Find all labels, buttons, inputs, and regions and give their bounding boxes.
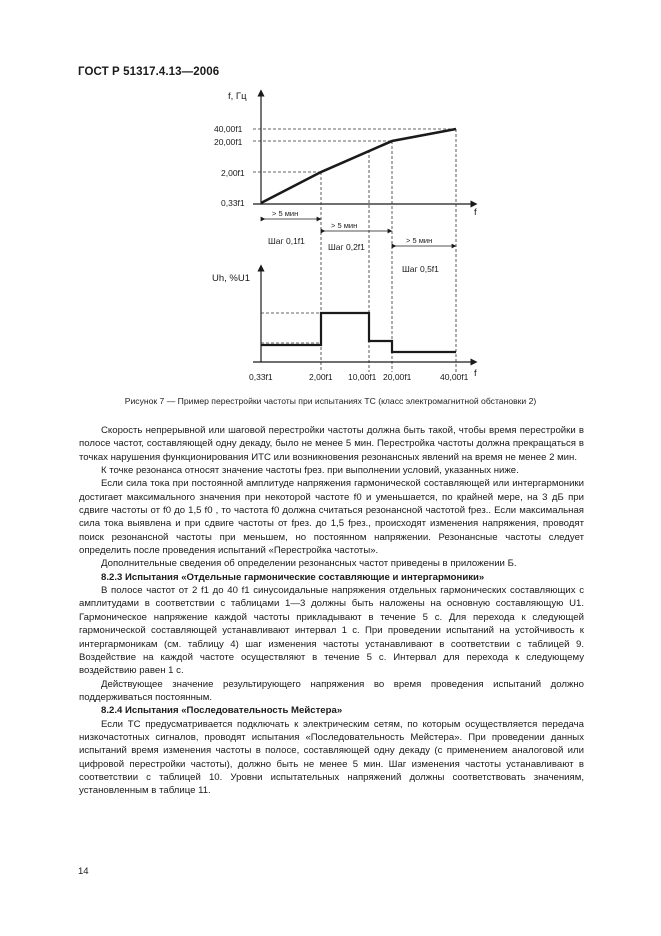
paragraph: Дополнительные сведения об определении резонансных частот приведены в приложении Б. [101,558,517,570]
section-heading: 8.2.4 Испытания «Последовательность Мейстера» [101,705,343,717]
document-header: ГОСТ Р 51317.4.13—2006 [78,66,220,78]
bottom-axis-label: Uh, %U1 [212,273,251,284]
top-y-tick: 20,00f1 [214,137,243,147]
top-axis-label: f, Гц [228,91,247,102]
bottom-x-tick: 2,00f1 [309,372,333,382]
paragraph: Скорость непрерывной или шаговой перестройки частоты должна быть такой, чтобы время перестройки в полосе частот, составляющей одну декаду, было не менее 5 мин. Перестройка частоты должна прекращаться в точках нарушения функционирования ИТС или возникновения резонансных явлений на время не менее 2 мин. [79,425,584,463]
paragraph: Если сила тока при постоянной амплитуде напряжения гармонической составляющей или интергармоники достигает максимального значения при некоторой частоте f0 и уменьшается, по крайней мере, на 3 дБ при сдвиге частоты от f0 до 1,5 f0 , то частота f0 должна считаться резонансной частотой fрез.. Если максимальная сила тока выявлена и при сдвиге частоты от fрез. до 1,5 fрез., происходят изменения напряжения, проводят поиск резонансной частоты при меньшем, но постоянном напряжении. Резонансные частоты следует определить после проведения испытаний «Перестройка частоты». [79,478,584,557]
bottom-x-tick: 20,00f1 [383,372,412,382]
top-y-tick: 2,00f1 [221,168,245,178]
paragraph: Если ТС предусматривается подключать к электрическим сетям, по которым осуществляется передача низкочастотных сигналов, проводят испытания «Последовательность Мейстера». При проведении данных испытаний время изменения частоты в полосе, составляющей одну декаду (с применением аналоговой или цифровой перестройки частоты), должно быть не менее 5 мин. Шаг изменения частоты устанавливают в соответствии с таблицей 10. Уровни испытательных напряжений должны соответствовать значениям, установленным в таблице 11. [79,718,584,797]
paragraph: В полосе частот от 2 f1 до 40 f1 синусоидальные напряжения отдельных гармонических составляющих с амплитудами в соответствии с таблицами 1—3 должны быть наложены на основную составляющую U1. Гармоническое напряжение каждой частоты прикладывают в течение 5 с. Для перехода к следующей гармонической составляющей устанавливают интервал 1 с. При проведении испытаний на устойчивость к интергармоникам (см. таблицу 4) шаг изменения частоты устанавливают в соответствии с таблицей 9. Воздействие на каждой частоте осуществляют в течение 5 с. Интервал для перехода к следующему воздействию равен 1 с. [79,585,584,677]
paragraph: К точке резонанса относят значение частоты fрез. при выполнении условий, указанных ниже. [101,465,519,477]
bottom-x-tick: 0,33f1 [249,372,273,382]
figure-caption: Рисунок 7 — Пример перестройки частоты при испытаниях ТС (класс электромагнитной обстановки 2) [124,396,537,406]
step-label: Шаг 0,1f1 [268,236,305,246]
top-x-label: f [474,207,477,218]
body-text [79,424,584,798]
section-heading: 8.2.3 Испытания «Отдельные гармонические составляющие и интергармоники» [101,571,485,583]
top-y-tick: 40,00f1 [214,124,243,134]
frequency-sweep-figure [0,0,661,400]
duration-label: > 5 мин [406,236,433,245]
frequency-sweep-line [261,129,456,203]
duration-label: > 5 мин [331,221,358,230]
page-number: 14 [78,866,89,877]
step-label: Шаг 0,5f1 [402,264,439,274]
bottom-x-tick: 40,00f1 [440,372,469,382]
top-y-tick: 0,33f1 [221,198,245,208]
paragraph: Действующее значение результирующего напряжения во время проведения испытаний должно поддерживаться постоянным. [79,678,584,703]
step-label: Шаг 0,2f1 [328,242,365,252]
bottom-x-label: f [474,368,477,379]
amplitude-step-line [261,313,456,352]
bottom-x-tick: 10,00f1 [348,372,377,382]
duration-label: > 5 мин [272,209,299,218]
